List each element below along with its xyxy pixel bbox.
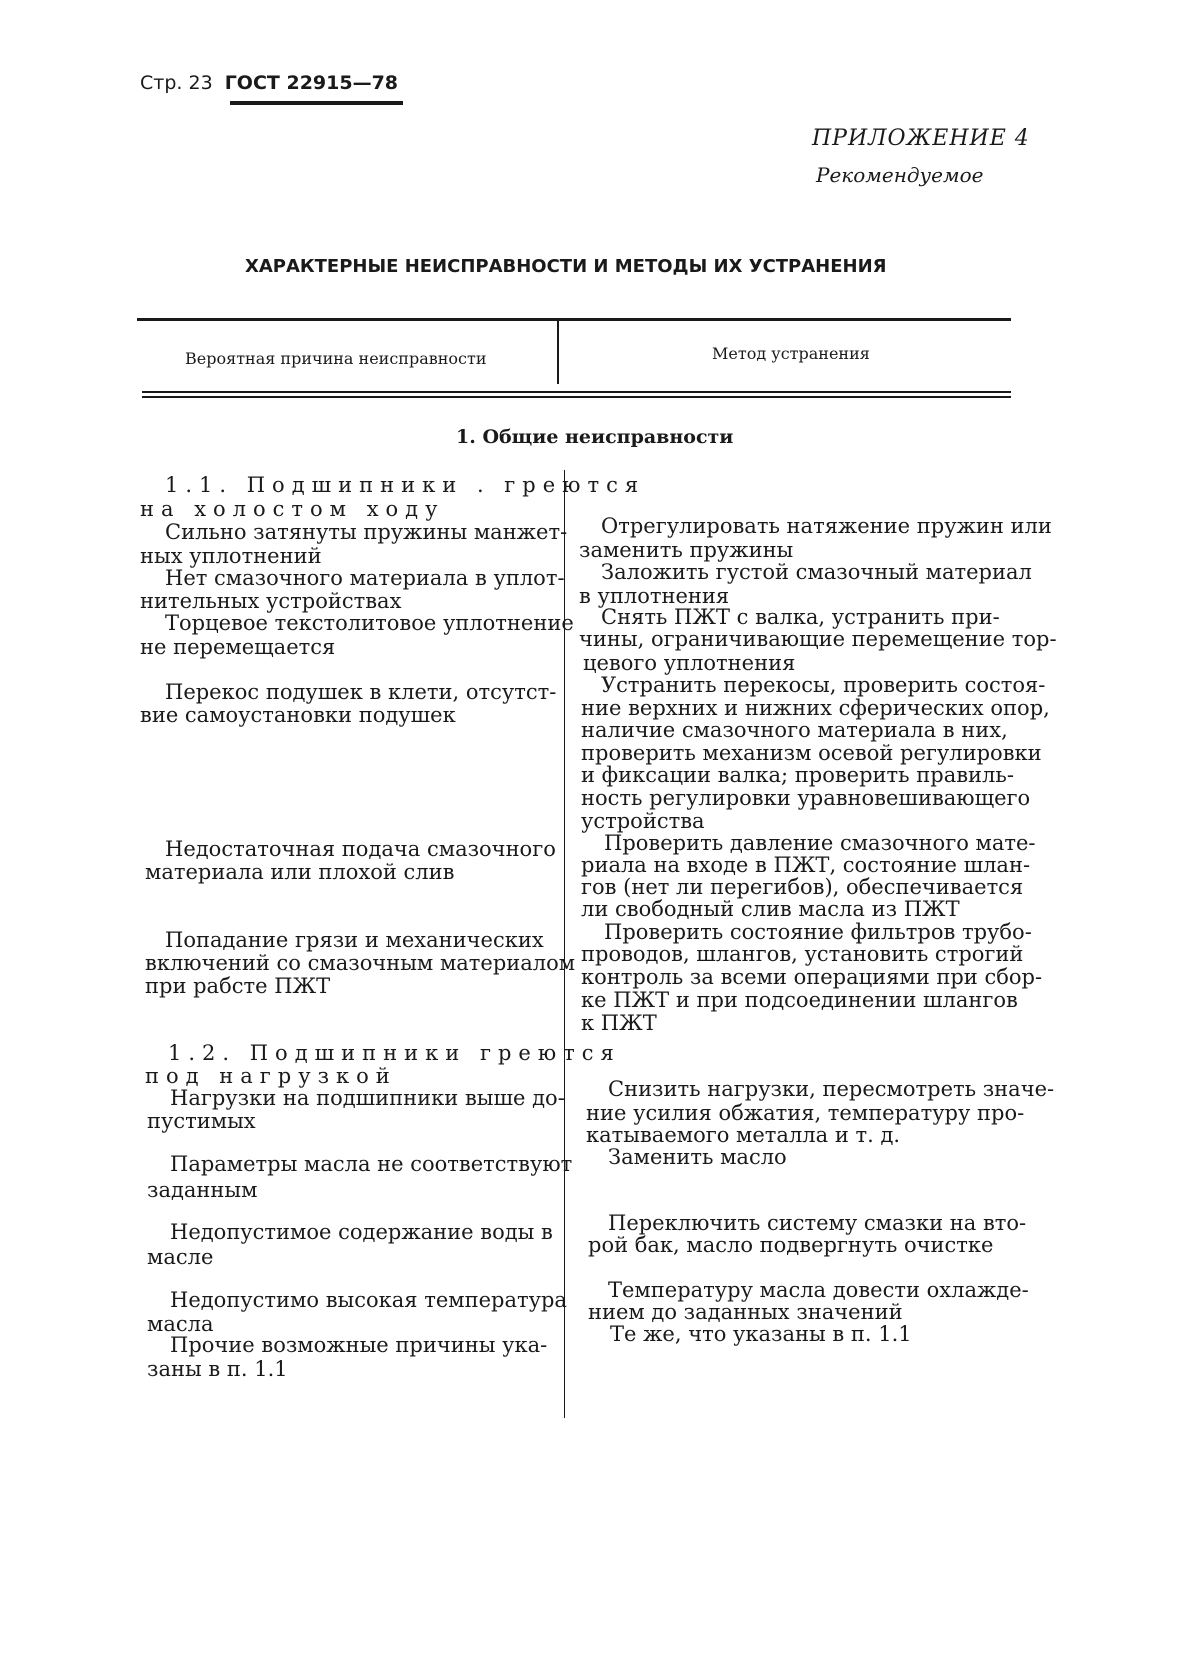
cause-text: Сильно затянуты пружины манжет- xyxy=(165,520,568,544)
cause-text: Попадание грязи и механических xyxy=(165,928,544,952)
method-text: Снизить нагрузки, пересмотреть значе- xyxy=(608,1077,1055,1101)
cause-text: Нет смазочного материала в уплот- xyxy=(165,566,565,590)
method-text: ние верхних и нижних сферических опор, xyxy=(581,696,1050,720)
cause-text: включений со смазочным материалом xyxy=(145,951,576,975)
document-title: ХАРАКТЕРНЫЕ НЕИСПРАВНОСТИ И МЕТОДЫ ИХ УСТРАНЕНИЯ xyxy=(245,256,887,277)
method-text: Отрегулировать натяжение пружин или xyxy=(601,514,1052,538)
cause-text: Недопустимо высокая температура xyxy=(170,1288,567,1312)
cause-text: масла xyxy=(147,1312,214,1336)
method-text: ние усилия обжатия, температуру про- xyxy=(586,1101,1025,1125)
method-text: цевого уплотнения xyxy=(583,651,796,675)
cause-text: Недостаточная подача смазочного xyxy=(165,837,556,861)
method-text: нием до заданных значений xyxy=(588,1300,903,1324)
cause-text: нительных устройствах xyxy=(140,589,402,613)
subsection-1-2-heading-cont: под нагрузкой xyxy=(145,1064,397,1088)
cause-text: Прочие возможные причины ука- xyxy=(170,1333,548,1357)
cause-text: масле xyxy=(147,1245,214,1269)
table-header-divider xyxy=(557,320,559,384)
method-text: наличие смазочного материала в них, xyxy=(581,718,1008,742)
cause-text: пустимых xyxy=(147,1109,256,1133)
table-top-rule xyxy=(137,318,1011,321)
method-text: рой бак, масло подвергнуть очистке xyxy=(588,1233,994,1257)
cause-text: Перекос подушек в клети, отсутст- xyxy=(165,680,557,704)
method-text: катываемого металла и т. д. xyxy=(586,1123,901,1147)
page-number: Стр. 23 xyxy=(140,72,213,94)
subsection-1-2-heading: 1.2. Подшипники греются xyxy=(168,1041,621,1065)
method-text: заменить пружины xyxy=(579,538,794,562)
method-text: и фиксации валка; проверить правиль- xyxy=(581,763,1014,787)
cause-text: ных уплотнений xyxy=(140,544,322,568)
cause-text: материала или плохой слив xyxy=(145,860,455,884)
cause-text: заданным xyxy=(147,1178,258,1202)
table-header-rule-2 xyxy=(142,396,1011,398)
method-text: чины, ограничивающие перемещение тор- xyxy=(579,627,1057,651)
column-header-cause: Вероятная причина неисправности xyxy=(185,349,487,368)
header-underline xyxy=(230,101,403,105)
cause-text: Нагрузки на подшипники выше до- xyxy=(170,1086,565,1110)
table-header-rule-1 xyxy=(142,391,1011,393)
appendix-subtitle: Рекомендуемое xyxy=(816,163,984,187)
cause-text: Недопустимое содержание воды в xyxy=(170,1220,553,1244)
method-text: устройства xyxy=(581,809,705,833)
method-text: Проверить состояние фильтров трубо- xyxy=(604,920,1032,944)
subsection-1-1-heading: 1.1. Подшипники . греются xyxy=(165,473,646,497)
page-header xyxy=(140,72,398,94)
method-text: гов (нет ли перегибов), обеспечивается xyxy=(581,875,1024,899)
method-text: риала на входе в ПЖТ, состояние шлан- xyxy=(581,853,1031,877)
method-text: Заменить масло xyxy=(608,1145,787,1169)
column-header-method: Метод устранения xyxy=(712,344,870,363)
standard-number: ГОСТ 22915—78 xyxy=(224,72,399,94)
method-text: контроль за всеми операциями при сбор- xyxy=(581,965,1043,989)
method-text: Устранить перекосы, проверить состоя- xyxy=(601,673,1046,697)
appendix-title: ПРИЛОЖЕНИЕ 4 xyxy=(812,126,1030,151)
method-text: ке ПЖТ и при подсоединении шлангов xyxy=(581,988,1018,1012)
cause-text: вие самоустановки подушек xyxy=(140,703,456,727)
method-text: в уплотнения xyxy=(579,584,730,608)
method-text: ли свободный слив масла из ПЖТ xyxy=(581,897,960,921)
cause-text: не перемещается xyxy=(140,635,336,659)
method-text: Переключить систему смазки на вто- xyxy=(608,1211,1027,1235)
method-text: Температуру масла довести охлажде- xyxy=(608,1278,1029,1302)
method-text: ность регулировки уравновешивающего xyxy=(581,786,1031,810)
cause-text: заны в п. 1.1 xyxy=(147,1357,288,1381)
method-text: к ПЖТ xyxy=(581,1011,657,1035)
cause-text: Параметры масла не соответствуют xyxy=(170,1152,573,1176)
cause-text: при рабсте ПЖТ xyxy=(145,974,331,998)
subsection-1-1-heading-cont: на холостом ходу xyxy=(140,497,445,521)
method-text: проверить механизм осевой регулировки xyxy=(581,741,1042,765)
method-text: Заложить густой смазочный материал xyxy=(601,560,1032,584)
cause-text: Торцевое текстолитовое уплотнение xyxy=(165,611,574,635)
method-text: Снять ПЖТ с валка, устранить при- xyxy=(601,605,1000,629)
method-text: проводов, шлангов, установить строгий xyxy=(581,942,1024,966)
section-title: 1. Общие неисправности xyxy=(456,426,734,448)
method-text: Проверить давление смазочного мате- xyxy=(604,831,1036,855)
method-text: Те же, что указаны в п. 1.1 xyxy=(610,1322,912,1346)
